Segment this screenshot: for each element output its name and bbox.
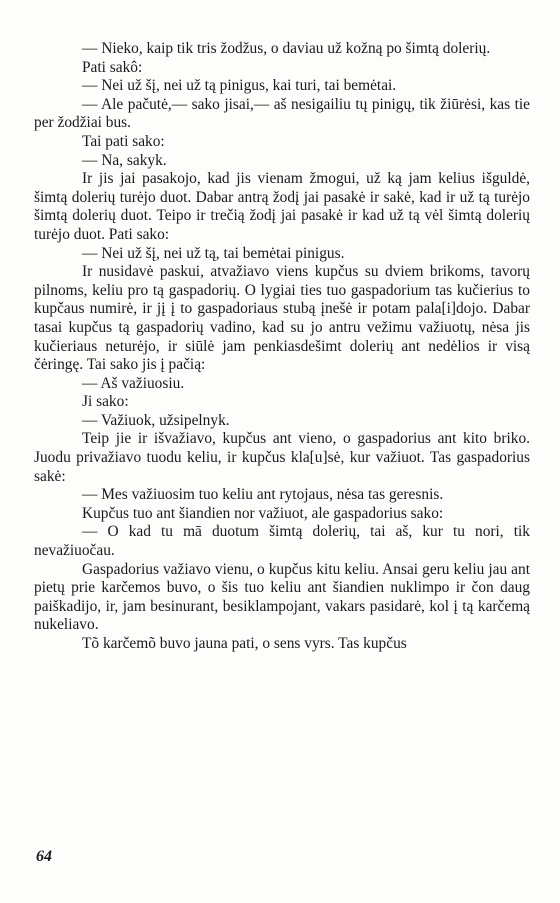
paragraph: — Mes važiuosim tuo keliu ant rytojaus, nėsa tas geresnis. <box>82 486 444 504</box>
paragraph: — O kad tu mā duotum šimtą dolerių, tai aš, kur tu nori, tik nevažiuočau. <box>34 523 530 560</box>
paragraph: Ir jis jai pasakojo, kad jis vienam žmogui, už ką jam kelius išguldė, šimtą dolerių turėjo duot. Dabar antrą žodį jai pasakė ir sakė, kad ir už tą turėjo šimtą dolerių duot. Teipo ir trečią žodį jai pasakė ir kad už tą vėl šimtą dolerių turėjo duot. Pati sako: <box>34 170 530 243</box>
page-number: 64 <box>36 848 52 865</box>
paragraph: — Na, sakyk. <box>82 151 167 169</box>
paragraph: — Ale pačutė,— sako jisai,— aš nesigailiu tų pinigų, tik žiūrėsi, kas tie per žodžiai bus. <box>34 95 530 132</box>
paragraph: — Nei už šį, nei už tą, tai bemėtai pinigus. <box>82 244 345 262</box>
paragraph: Tõ karčemõ buvo jauna pati, o sens vyrs. Tas kupčus <box>82 635 407 652</box>
paragraph: Pati sakô: <box>82 58 143 76</box>
paragraph: Ji sako: <box>82 393 129 411</box>
paragraph: — Aš važiuosiu. <box>82 374 185 392</box>
paragraph: Ir nusidavė paskui, atvažiavo viens kupčus su dviem brikoms, tavorų pilnoms, keliu pro tą gaspadorių. O lygiai ties tuo gaspadorium tas kučierius to kupčaus numirė, ir jį į to gaspadoriaus stubą įnešė ir potam pala[i]dojo. Dabar tasai kupčus tą gaspadorių vadino, kad su jo antru vežimu važiuotų, nėsa jis kučieriaus neturėjo, ir siūlė jam penkiasdešimt dolerių ant nedėlios ir visą čėringę. Tai sako jis į pačią: <box>34 263 530 374</box>
paragraph: Gaspadorius važiavo vienu, o kupčus kitu keliu. Ansai geru keliu jau ant pietų prie karčemos buvo, o šis tuo keliu ant šiandien nuklimpo ir čon daug paiškadijo, ir, jam besinurant, besiklampojant, vakars pasidarė, kol į tą karčemą nukeliavo. <box>34 560 530 634</box>
page-text <box>34 40 530 654</box>
paragraph: — Nei už šį, nei už tą pinigus, kai turi, tai bemėtai. <box>82 77 397 95</box>
paragraph: — Nieko, kaip tik tris žodžus, o daviau už kožną po šimtą dolerių. <box>82 40 491 57</box>
paragraph: — Važiuok, užsipelnyk. <box>82 411 230 429</box>
paragraph: Kupčus tuo ant šiandien nor važiuot, ale gaspadorius sako: <box>82 504 444 522</box>
paragraph: Tai pati sako: <box>82 132 165 150</box>
paragraph: Teip jie ir išvažiavo, kupčus ant vieno, o gaspadorius ant kito briko. Juodu privažiavo tuodu keliu, ir kupčus kla[u]sė, kur važiuot. Tas gaspadorius sakė: <box>34 430 530 485</box>
